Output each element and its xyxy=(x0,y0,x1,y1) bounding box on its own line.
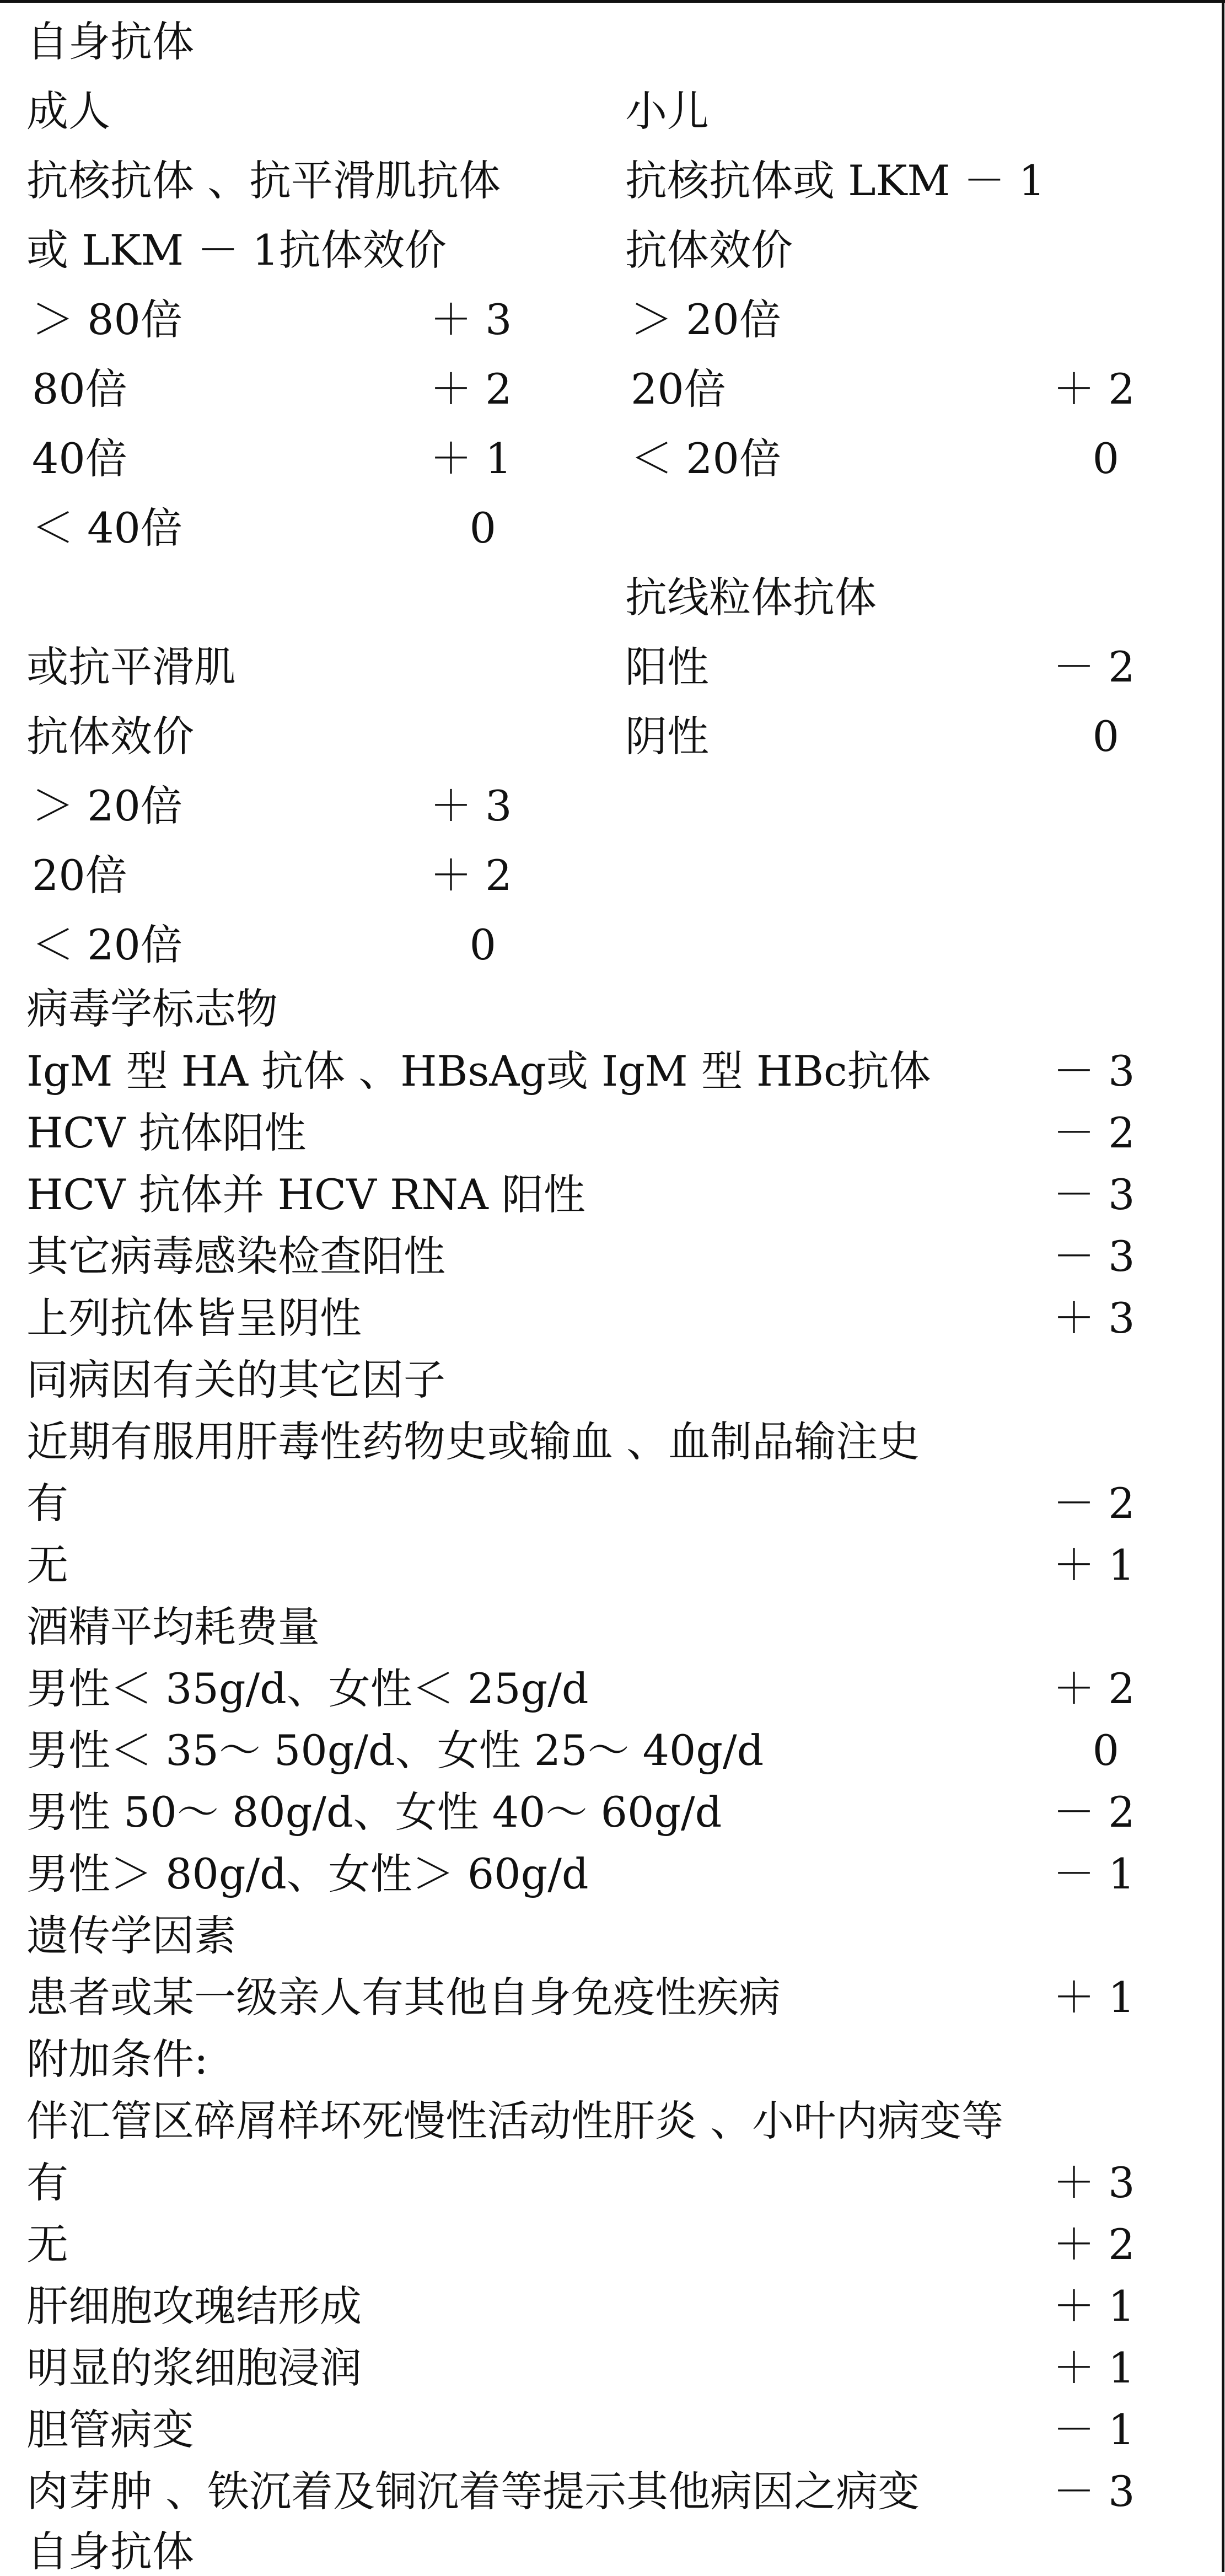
adult-sma-line2: 抗体效价 xyxy=(26,712,194,761)
alcohol-row-score: － 1 xyxy=(1053,1849,1135,1898)
adult-sma-line1: 或抗平滑肌 xyxy=(26,642,236,691)
child-ana-row-score: ＋ 2 xyxy=(1053,364,1135,414)
alcohol-heading: 酒精平均耗费量 xyxy=(26,1602,320,1651)
child-ana-row-score: 0 xyxy=(1092,434,1119,483)
right-rule xyxy=(1222,0,1224,2572)
adult-ana-row-label: ＜ 40倍 xyxy=(32,503,182,552)
histology-row-score: ＋ 2 xyxy=(1053,2220,1135,2269)
adult-sma-row-score: ＋ 2 xyxy=(430,851,512,900)
virology-row-label: IgM 型 HA 抗体 、HBsAg或 IgM 型 HBc抗体 xyxy=(26,1046,931,1096)
drug-row-label: 无 xyxy=(26,1541,68,1590)
additional-heading: 附加条件: xyxy=(26,2035,208,2084)
alcohol-row-label: 男性＞ 80g/d、女性＞ 60g/d xyxy=(26,1849,589,1898)
virology-row-label: 其它病毒感染检查阳性 xyxy=(26,1232,445,1281)
drug-row-score: － 2 xyxy=(1053,1479,1135,1528)
child-ama-heading: 抗线粒体抗体 xyxy=(625,573,877,622)
virology-row-label: HCV 抗体阳性 xyxy=(26,1108,307,1157)
histology-row-score: ＋ 3 xyxy=(1053,2158,1135,2207)
footer-heading: 自身抗体 xyxy=(26,2527,194,2576)
child-ama-row-score: 0 xyxy=(1092,712,1119,761)
child-ana-row-label: ＞ 20倍 xyxy=(631,295,781,344)
virology-row-label: HCV 抗体并 HCV RNA 阳性 xyxy=(26,1170,585,1219)
additional-row-label: 肉芽肿 、铁沉着及铜沉着等提示其他病因之病变 xyxy=(26,2467,920,2516)
child-ama-row-label: 阴性 xyxy=(625,712,709,761)
alcohol-row-score: 0 xyxy=(1092,1726,1119,1775)
child-ana-line2: 抗体效价 xyxy=(625,226,793,275)
drug-history-heading: 近期有服用肝毒性药物史或输血 、血制品输注史 xyxy=(26,1417,920,1466)
adult-ana-row-label: 80倍 xyxy=(32,364,127,414)
additional-row-score: － 3 xyxy=(1053,2467,1135,2516)
adult-ana-line1: 抗核抗体 、抗平滑肌抗体 xyxy=(26,156,501,205)
adult-sma-row-label: ＞ 20倍 xyxy=(32,781,182,830)
child-ana-line1: 抗核抗体或 LKM － 1 xyxy=(625,156,1045,205)
adult-sma-row-label: ＜ 20倍 xyxy=(32,920,182,969)
alcohol-row-label: 男性＜ 35～ 50g/d、女性 25～ 40g/d xyxy=(26,1726,764,1775)
adult-sma-row-score: 0 xyxy=(469,920,496,969)
histology-heading: 伴汇管区碎屑样坏死慢性活动性肝炎 、小叶内病变等 xyxy=(26,2096,1004,2145)
drug-row-score: ＋ 1 xyxy=(1053,1541,1135,1590)
additional-row-score: ＋ 1 xyxy=(1053,2343,1135,2392)
child-ama-row-score: － 2 xyxy=(1053,642,1135,691)
autoantibody-heading: 自身抗体 xyxy=(26,17,194,66)
adult-heading: 成人 xyxy=(26,87,110,136)
alcohol-row-label: 男性 50～ 80g/d、女性 40～ 60g/d xyxy=(26,1788,722,1837)
virology-heading: 病毒学标志物 xyxy=(26,984,278,1033)
virology-row-score: － 3 xyxy=(1053,1046,1135,1096)
adult-ana-row-score: ＋ 3 xyxy=(430,295,512,344)
additional-row-label: 明显的浆细胞浸润 xyxy=(26,2343,362,2392)
child-ana-row-label: 20倍 xyxy=(631,364,726,414)
adult-sma-row-label: 20倍 xyxy=(32,851,127,900)
alcohol-row-score: ＋ 2 xyxy=(1053,1664,1135,1713)
drug-row-label: 有 xyxy=(26,1479,68,1528)
alcohol-row-score: － 2 xyxy=(1053,1788,1135,1837)
additional-row-score: － 1 xyxy=(1053,2405,1135,2454)
adult-ana-row-label: 40倍 xyxy=(32,434,127,483)
genetics-row-label: 患者或某一级亲人有其他自身免疫性疾病 xyxy=(26,1973,781,2022)
child-ana-row-label: ＜ 20倍 xyxy=(631,434,781,483)
virology-row-score: － 2 xyxy=(1053,1108,1135,1157)
adult-ana-row-label: ＞ 80倍 xyxy=(32,295,182,344)
adult-ana-row-score: 0 xyxy=(469,503,496,552)
virology-row-score: ＋ 3 xyxy=(1053,1294,1135,1343)
histology-row-label: 有 xyxy=(26,2158,68,2207)
virology-row-score: － 3 xyxy=(1053,1232,1135,1281)
histology-row-label: 无 xyxy=(26,2220,68,2269)
adult-ana-row-score: ＋ 2 xyxy=(430,364,512,414)
virology-row-score: － 3 xyxy=(1053,1170,1135,1219)
child-heading: 小儿 xyxy=(625,87,709,136)
adult-ana-row-score: ＋ 1 xyxy=(430,434,512,483)
genetics-row-score: ＋ 1 xyxy=(1053,1973,1135,2022)
additional-row-label: 胆管病变 xyxy=(26,2405,194,2454)
genetics-heading: 遗传学因素 xyxy=(26,1911,236,1960)
virology-row-label: 上列抗体皆呈阴性 xyxy=(26,1294,362,1343)
adult-sma-row-score: ＋ 3 xyxy=(430,781,512,830)
additional-row-label: 肝细胞攻瑰结形成 xyxy=(26,2282,362,2331)
alcohol-row-label: 男性＜ 35g/d、女性＜ 25g/d xyxy=(26,1664,589,1713)
other-factors-heading: 同病因有关的其它因子 xyxy=(26,1355,445,1404)
adult-ana-line2: 或 LKM － 1抗体效价 xyxy=(26,226,447,275)
child-ama-row-label: 阳性 xyxy=(625,642,709,691)
additional-row-score: ＋ 1 xyxy=(1053,2282,1135,2331)
